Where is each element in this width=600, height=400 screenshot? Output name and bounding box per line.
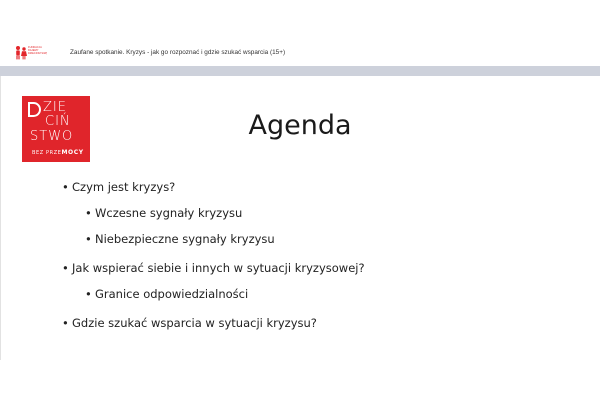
agenda-item — [62, 180, 176, 194]
header-divider-band — [0, 66, 600, 76]
agenda-item-text: Jak wspierać siebie i innych w sytuacji kryzysowej? — [72, 261, 365, 275]
agenda-subitem — [85, 206, 243, 220]
logo-d-letter-icon — [28, 102, 41, 117]
agenda-item-text: Czym jest kryzys? — [72, 180, 176, 194]
slide-title: Agenda — [248, 110, 352, 141]
agenda-subitem — [85, 232, 275, 246]
agenda-item-text: Niebezpieczne sygnały kryzysu — [95, 232, 275, 246]
logo-tagline-prefix: BEZ PRZE — [32, 150, 62, 156]
agenda-item — [62, 261, 365, 275]
bullet-icon: • — [62, 261, 69, 275]
agenda-item-text: Wczesne sygnały kryzysu — [95, 206, 243, 220]
foundation-logo-text: FUNDACJA DAJEMY DZIECIOM SIŁĘ — [28, 46, 48, 56]
logo-line-2: CIŃ — [45, 114, 71, 129]
bullet-icon: • — [85, 232, 92, 246]
bullet-icon: • — [85, 206, 92, 220]
bullet-icon: • — [85, 287, 92, 301]
agenda-item-text: Granice odpowiedzialności — [95, 287, 249, 301]
logo-line-1: ZIE — [43, 100, 67, 115]
below-slide-area — [0, 360, 600, 400]
slide-left-edge — [0, 76, 1, 360]
agenda-subitem — [85, 287, 249, 301]
agenda-item-text: Gdzie szukać wsparcia w sytuacji kryzysu? — [72, 316, 317, 330]
bullet-icon: • — [62, 180, 69, 194]
document-header — [0, 0, 600, 66]
logo-line-3: STWO — [30, 129, 74, 144]
agenda-item — [62, 316, 317, 330]
logo-tagline-bold: MOCY — [61, 149, 84, 156]
dziecinstwo-bez-przemocy-logo — [22, 96, 90, 162]
bullet-icon: • — [62, 316, 69, 330]
logo-tagline — [32, 149, 84, 156]
document-title: Zaufane spotkanie. Kryzys - jak go rozpoznać i gdzie szukać wsparcia (15+) — [70, 49, 286, 56]
